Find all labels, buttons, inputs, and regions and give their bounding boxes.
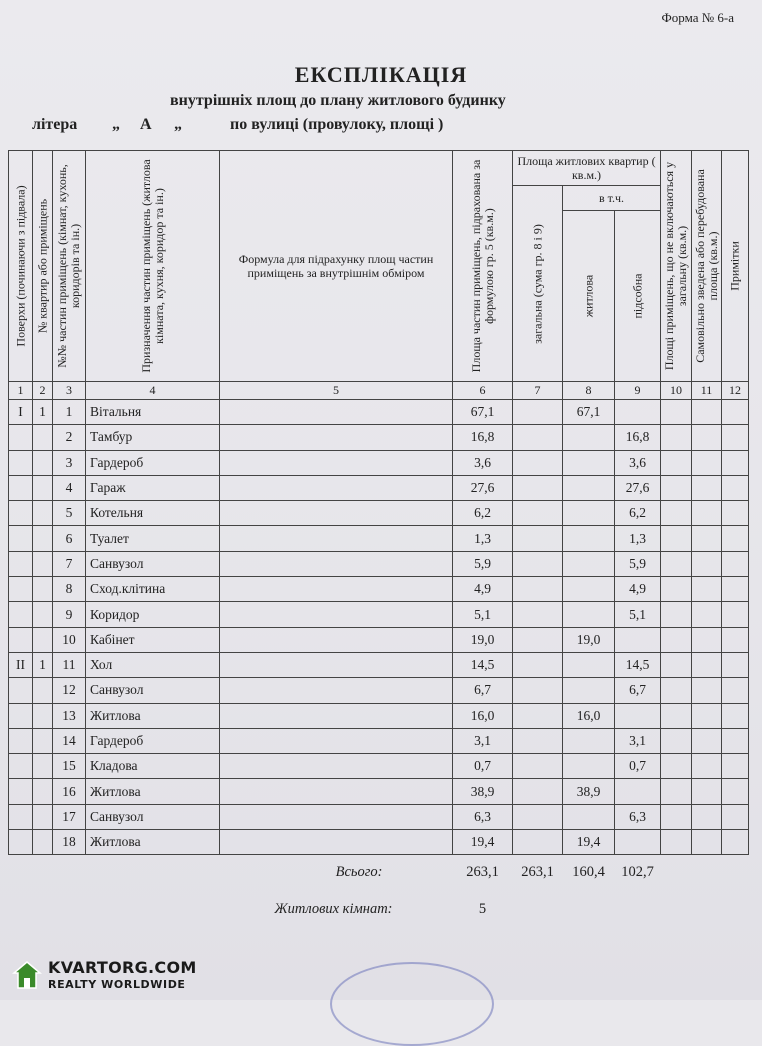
excluded-cell <box>661 551 692 576</box>
apartment-cell <box>33 627 53 652</box>
table-row <box>9 475 749 500</box>
col-total-header: загальна (сума гр. 8 і 9) <box>513 186 563 382</box>
notes-cell <box>722 400 749 425</box>
room-number-cell: 2 <box>53 425 86 450</box>
auxiliary-area-cell: 0,7 <box>615 754 661 779</box>
auxiliary-area-cell: 3,1 <box>615 728 661 753</box>
room-number-cell: 7 <box>53 551 86 576</box>
apartment-cell <box>33 602 53 627</box>
unauthorized-cell <box>692 703 722 728</box>
table-row <box>9 754 749 779</box>
living-area-cell <box>563 602 615 627</box>
room-name-cell: Санвузол <box>86 804 220 829</box>
auxiliary-area-cell <box>615 779 661 804</box>
floor-cell: II <box>9 652 33 677</box>
room-number-cell: 6 <box>53 526 86 551</box>
floor-cell <box>9 728 33 753</box>
auxiliary-area-cell <box>615 627 661 652</box>
notes-cell <box>722 425 749 450</box>
room-name-cell: Житлова <box>86 830 220 855</box>
living-rooms-count: 5 <box>478 900 487 917</box>
living-rooms-row <box>9 889 749 929</box>
unauthorized-cell <box>692 779 722 804</box>
auxiliary-area-cell: 6,2 <box>615 501 661 526</box>
excluded-cell <box>661 652 692 677</box>
room-name-cell: Тамбур <box>86 425 220 450</box>
room-number-cell: 11 <box>53 652 86 677</box>
auxiliary-area-cell: 1,3 <box>615 526 661 551</box>
unauthorized-cell <box>692 830 722 855</box>
room-name-cell: Коридор <box>86 602 220 627</box>
room-name-cell: Туалет <box>86 526 220 551</box>
column-number: 9 <box>615 382 661 400</box>
col-floor-header: Поверхи (починаючи з підвала) <box>9 151 33 382</box>
area-cell: 38,9 <box>453 779 513 804</box>
living-area-cell <box>563 475 615 500</box>
unauthorized-cell <box>692 678 722 703</box>
notes-cell <box>722 728 749 753</box>
unauthorized-cell <box>692 425 722 450</box>
column-numbers-row <box>9 382 749 400</box>
notes-cell <box>722 703 749 728</box>
table-row <box>9 652 749 677</box>
table-row <box>9 703 749 728</box>
area-cell: 5,1 <box>453 602 513 627</box>
living-area-cell <box>563 678 615 703</box>
apartment-cell <box>33 450 53 475</box>
formula-cell <box>220 728 453 753</box>
area-cell: 19,0 <box>453 627 513 652</box>
room-number-cell: 14 <box>53 728 86 753</box>
unauthorized-cell <box>692 627 722 652</box>
totals-area: 263,1 <box>466 863 499 880</box>
auxiliary-area-cell: 16,8 <box>615 425 661 450</box>
notes-cell <box>722 475 749 500</box>
area-cell: 16,0 <box>453 703 513 728</box>
auxiliary-area-cell: 27,6 <box>615 475 661 500</box>
formula-cell <box>220 678 453 703</box>
room-name-cell: Кабінет <box>86 627 220 652</box>
formula-cell <box>220 425 453 450</box>
apartment-cell <box>33 728 53 753</box>
formula-cell <box>220 577 453 602</box>
area-cell: 67,1 <box>453 400 513 425</box>
total-area-cell <box>513 400 563 425</box>
notes-cell <box>722 577 749 602</box>
apartment-cell <box>33 551 53 576</box>
document-title: ЕКСПЛІКАЦІЯ <box>294 62 468 87</box>
watermark-line2: REALTY WORLDWIDE <box>48 978 186 991</box>
living-area-cell <box>563 577 615 602</box>
area-cell: 14,5 <box>453 652 513 677</box>
living-area-cell <box>563 804 615 829</box>
room-number-cell: 10 <box>53 627 86 652</box>
room-number-cell: 16 <box>53 779 86 804</box>
room-name-cell: Гардероб <box>86 450 220 475</box>
room-number-cell: 1 <box>53 400 86 425</box>
total-area-cell <box>513 652 563 677</box>
room-number-cell: 9 <box>53 602 86 627</box>
table-row <box>9 501 749 526</box>
totals-living: 160,4 <box>572 863 605 880</box>
area-cell: 6,3 <box>453 804 513 829</box>
room-name-cell: Житлова <box>86 703 220 728</box>
unauthorized-cell <box>692 450 722 475</box>
column-number: 2 <box>33 382 53 400</box>
floor-cell: I <box>9 400 33 425</box>
apartment-cell <box>33 830 53 855</box>
area-cell: 27,6 <box>453 475 513 500</box>
table-row <box>9 830 749 855</box>
table-row <box>9 577 749 602</box>
excluded-cell <box>661 475 692 500</box>
living-area-cell <box>563 425 615 450</box>
apartment-cell <box>33 475 53 500</box>
room-number-cell: 15 <box>53 754 86 779</box>
column-number: 8 <box>563 382 615 400</box>
rooms-table-body <box>9 400 749 855</box>
floor-cell <box>9 577 33 602</box>
apartment-cell: 1 <box>33 652 53 677</box>
floor-cell <box>9 627 33 652</box>
col-apartment-header: № квартир або приміщень <box>33 151 53 382</box>
room-name-cell: Санвузол <box>86 551 220 576</box>
auxiliary-area-cell: 5,9 <box>615 551 661 576</box>
floor-cell <box>9 425 33 450</box>
notes-cell <box>722 779 749 804</box>
floor-cell <box>9 551 33 576</box>
area-cell: 1,3 <box>453 526 513 551</box>
living-area-cell <box>563 526 615 551</box>
excluded-cell <box>661 501 692 526</box>
auxiliary-area-cell: 5,1 <box>615 602 661 627</box>
total-area-cell <box>513 501 563 526</box>
formula-cell <box>220 526 453 551</box>
auxiliary-area-cell <box>615 703 661 728</box>
unauthorized-cell <box>692 602 722 627</box>
table-row <box>9 779 749 804</box>
document-subtitle: внутрішніх площ до плану житлового будинку <box>170 92 506 109</box>
area-cell: 5,9 <box>453 551 513 576</box>
table-row <box>9 678 749 703</box>
area-cell: 0,7 <box>453 754 513 779</box>
litera-value: А <box>140 116 152 133</box>
table-row <box>9 627 749 652</box>
col-unauthorized-header: Самовільно зведена або перебудована площа (кв.м.) <box>692 151 722 382</box>
column-number: 7 <box>513 382 563 400</box>
unauthorized-cell <box>692 652 722 677</box>
notes-cell <box>722 602 749 627</box>
unauthorized-cell <box>692 400 722 425</box>
column-number: 1 <box>9 382 33 400</box>
excluded-cell <box>661 804 692 829</box>
formula-cell <box>220 703 453 728</box>
formula-cell <box>220 501 453 526</box>
table-row <box>9 526 749 551</box>
total-area-cell <box>513 475 563 500</box>
notes-cell <box>722 652 749 677</box>
total-area-cell <box>513 450 563 475</box>
living-area-cell <box>563 450 615 475</box>
room-name-cell: Житлова <box>86 779 220 804</box>
total-area-cell <box>513 830 563 855</box>
floor-cell <box>9 602 33 627</box>
column-number: 11 <box>692 382 722 400</box>
excluded-cell <box>661 779 692 804</box>
room-name-cell: Котельня <box>86 501 220 526</box>
living-area-cell <box>563 551 615 576</box>
total-area-cell <box>513 754 563 779</box>
apartment-cell <box>33 678 53 703</box>
totals-label: Всього: <box>335 863 383 880</box>
room-name-cell: Хол <box>86 652 220 677</box>
formula-cell <box>220 627 453 652</box>
watermark-logo <box>4 956 197 996</box>
floor-cell <box>9 450 33 475</box>
room-name-cell: Гараж <box>86 475 220 500</box>
excluded-cell <box>661 577 692 602</box>
vtch-header: в т.ч. <box>563 186 661 211</box>
col-auxiliary-header: підсобна <box>615 211 661 382</box>
living-area-cell <box>563 754 615 779</box>
column-number: 6 <box>453 382 513 400</box>
explication-table <box>8 150 749 929</box>
col-formula-header: Формула для підрахунку площ частин приміщень за внутрішнім обміром <box>220 151 453 382</box>
room-name-cell: Сход.клітина <box>86 577 220 602</box>
auxiliary-area-cell <box>615 400 661 425</box>
apartment-cell <box>33 754 53 779</box>
totals-total: 263,1 <box>521 863 554 880</box>
unauthorized-cell <box>692 526 722 551</box>
total-area-cell <box>513 577 563 602</box>
floor-cell <box>9 475 33 500</box>
excluded-cell <box>661 627 692 652</box>
house-icon <box>12 960 42 990</box>
formula-cell <box>220 450 453 475</box>
living-area-cell: 67,1 <box>563 400 615 425</box>
formula-cell <box>220 754 453 779</box>
floor-cell <box>9 678 33 703</box>
formula-cell <box>220 551 453 576</box>
floor-cell <box>9 501 33 526</box>
unauthorized-cell <box>692 804 722 829</box>
excluded-cell <box>661 526 692 551</box>
area-cell: 19,4 <box>453 830 513 855</box>
excluded-cell <box>661 602 692 627</box>
apartment-cell <box>33 804 53 829</box>
column-number: 10 <box>661 382 692 400</box>
total-area-cell <box>513 551 563 576</box>
table-row <box>9 551 749 576</box>
auxiliary-area-cell: 4,9 <box>615 577 661 602</box>
floor-cell <box>9 703 33 728</box>
column-number: 3 <box>53 382 86 400</box>
formula-cell <box>220 652 453 677</box>
table-row <box>9 728 749 753</box>
table-row <box>9 450 749 475</box>
notes-cell <box>722 526 749 551</box>
total-area-cell <box>513 627 563 652</box>
area-cell: 3,1 <box>453 728 513 753</box>
total-area-cell <box>513 703 563 728</box>
excluded-cell <box>661 400 692 425</box>
notes-cell <box>722 450 749 475</box>
col-excluded-header: Площі приміщень, що не включаються у загальну (кв.м.) <box>661 151 692 382</box>
room-name-cell: Кладова <box>86 754 220 779</box>
auxiliary-area-cell: 14,5 <box>615 652 661 677</box>
litera-open-quote: „ <box>112 116 120 133</box>
table-row <box>9 400 749 425</box>
room-number-cell: 18 <box>53 830 86 855</box>
formula-cell <box>220 804 453 829</box>
excluded-cell <box>661 830 692 855</box>
area-cell: 4,9 <box>453 577 513 602</box>
col-living-header: житлова <box>563 211 615 382</box>
formula-cell <box>220 475 453 500</box>
apartment-cell <box>33 425 53 450</box>
apartment-cell <box>33 501 53 526</box>
formula-cell <box>220 830 453 855</box>
unauthorized-cell <box>692 577 722 602</box>
area-cell: 6,7 <box>453 678 513 703</box>
litera-label: літера <box>32 116 78 133</box>
notes-cell <box>722 678 749 703</box>
total-area-cell <box>513 526 563 551</box>
living-area-cell <box>563 728 615 753</box>
form-number: Форма № 6-а <box>661 10 734 25</box>
room-number-cell: 3 <box>53 450 86 475</box>
unauthorized-cell <box>692 501 722 526</box>
room-number-cell: 5 <box>53 501 86 526</box>
excluded-cell <box>661 728 692 753</box>
official-stamp <box>330 962 494 1046</box>
street-label: по вулиці (провулоку, площі ) <box>230 116 444 133</box>
unauthorized-cell <box>692 551 722 576</box>
living-area-cell <box>563 501 615 526</box>
apartment-cell <box>33 526 53 551</box>
auxiliary-area-cell: 3,6 <box>615 450 661 475</box>
notes-cell <box>722 627 749 652</box>
totals-auxiliary: 102,7 <box>621 863 654 880</box>
floor-cell <box>9 779 33 804</box>
excluded-cell <box>661 425 692 450</box>
room-number-cell: 13 <box>53 703 86 728</box>
notes-cell <box>722 804 749 829</box>
table-row <box>9 602 749 627</box>
room-number-cell: 12 <box>53 678 86 703</box>
col-area-header: Площа частин приміщень, підрахована за формулою гр. 5 (кв.м.) <box>453 151 513 382</box>
total-area-cell <box>513 804 563 829</box>
room-name-cell: Вітальня <box>86 400 220 425</box>
table-row <box>9 804 749 829</box>
total-area-cell <box>513 779 563 804</box>
watermark-line1: KVARTORG.COM <box>48 958 197 977</box>
litera-close-quote: „ <box>174 116 182 133</box>
column-number: 5 <box>220 382 453 400</box>
column-number: 12 <box>722 382 749 400</box>
unauthorized-cell <box>692 728 722 753</box>
notes-cell <box>722 830 749 855</box>
living-area-cell: 19,0 <box>563 627 615 652</box>
room-number-cell: 4 <box>53 475 86 500</box>
excluded-cell <box>661 754 692 779</box>
excluded-cell <box>661 450 692 475</box>
total-area-cell <box>513 728 563 753</box>
auxiliary-area-cell: 6,3 <box>615 804 661 829</box>
living-area-cell: 19,4 <box>563 830 615 855</box>
unauthorized-cell <box>692 754 722 779</box>
auxiliary-area-cell <box>615 830 661 855</box>
excluded-cell <box>661 703 692 728</box>
formula-cell <box>220 400 453 425</box>
notes-cell <box>722 754 749 779</box>
room-number-cell: 8 <box>53 577 86 602</box>
floor-cell <box>9 804 33 829</box>
col-room-number-header: №№ частин приміщень (кімнат, кухонь, коридорів та ін.) <box>53 151 86 382</box>
apartment-cell <box>33 779 53 804</box>
living-area-cell <box>563 652 615 677</box>
col-notes-header: Примітки <box>722 151 749 382</box>
notes-cell <box>722 501 749 526</box>
notes-cell <box>722 551 749 576</box>
auxiliary-area-cell: 6,7 <box>615 678 661 703</box>
totals-row <box>9 855 749 890</box>
total-area-cell <box>513 425 563 450</box>
col-purpose-header: Призначення частин приміщень (житлова кімната, кухня, коридор та ін.) <box>86 151 220 382</box>
living-rooms-label: Житлових кімнат: <box>274 900 393 917</box>
living-area-cell: 16,0 <box>563 703 615 728</box>
area-cell: 6,2 <box>453 501 513 526</box>
group-header: Площа житлових квартир ( кв.м.) <box>513 151 661 186</box>
area-cell: 16,8 <box>453 425 513 450</box>
floor-cell <box>9 754 33 779</box>
excluded-cell <box>661 678 692 703</box>
table-row <box>9 425 749 450</box>
floor-cell <box>9 830 33 855</box>
total-area-cell <box>513 602 563 627</box>
formula-cell <box>220 779 453 804</box>
floor-cell <box>9 526 33 551</box>
area-cell: 3,6 <box>453 450 513 475</box>
total-area-cell <box>513 678 563 703</box>
apartment-cell <box>33 577 53 602</box>
room-number-cell: 17 <box>53 804 86 829</box>
apartment-cell: 1 <box>33 400 53 425</box>
apartment-cell <box>33 703 53 728</box>
column-number: 4 <box>86 382 220 400</box>
room-name-cell: Гардероб <box>86 728 220 753</box>
unauthorized-cell <box>692 475 722 500</box>
formula-cell <box>220 602 453 627</box>
living-area-cell: 38,9 <box>563 779 615 804</box>
room-name-cell: Санвузол <box>86 678 220 703</box>
